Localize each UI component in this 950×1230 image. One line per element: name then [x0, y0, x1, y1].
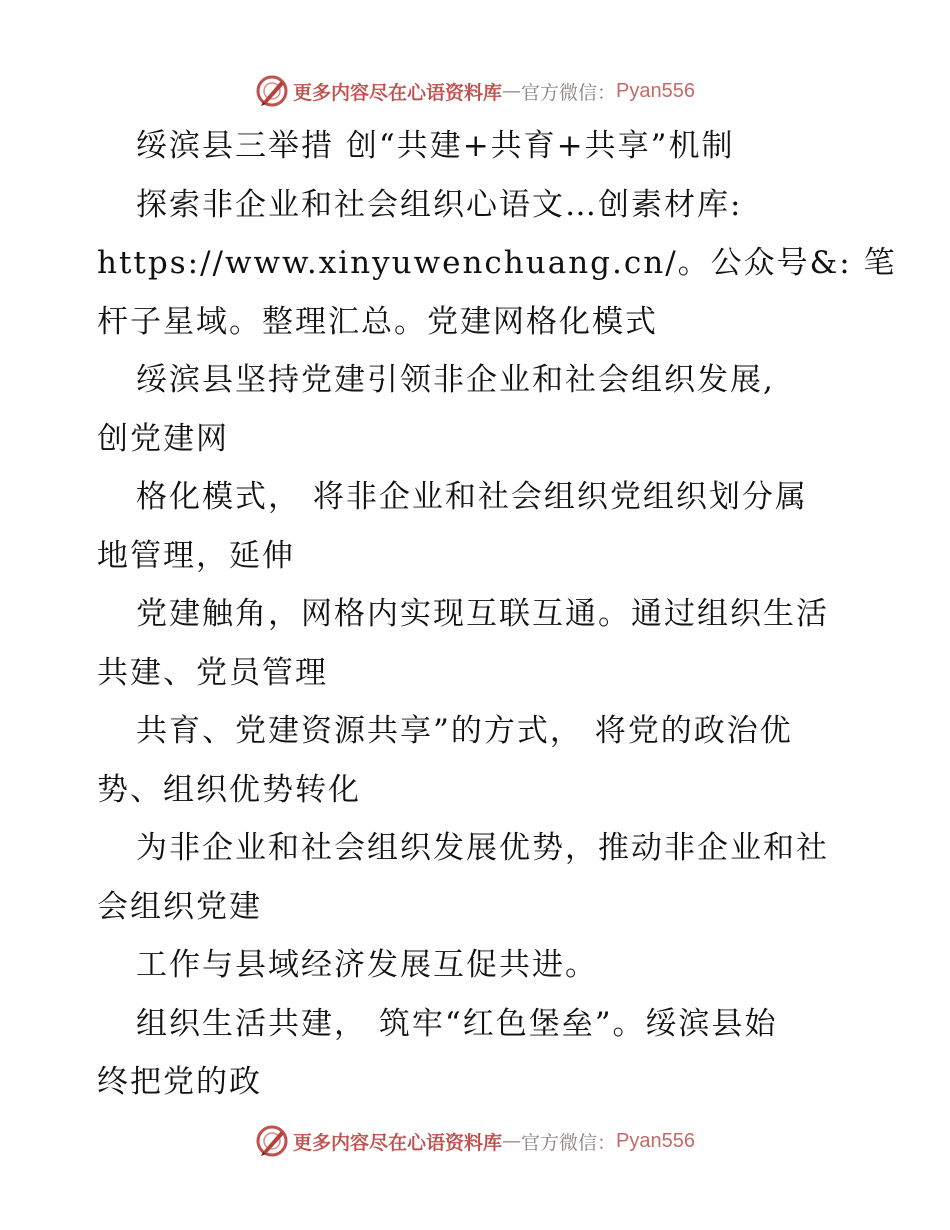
text-line: 党建触角，网格内实现互联互通。通过组织生活: [136, 596, 829, 632]
banner-separator: —: [502, 80, 522, 102]
text-line: 共育、党建资源共享”的方式， 将党的政治优: [136, 713, 793, 749]
footer-banner: [0, 1121, 950, 1161]
text-line: 杆子星域。整理汇总。党建网格化模式: [97, 303, 658, 340]
banner-wechat-id: Pyan556: [616, 1129, 695, 1152]
header-banner: [0, 71, 950, 111]
banner-wechat-id: Pyan556: [616, 79, 695, 102]
banner-wechat-label: 官方微信：: [521, 1131, 617, 1154]
banner-text: 更多内容尽在心语资料库: [293, 81, 503, 104]
text-line: 组织生活共建， 筑牢“红色堡垒”。绥滨县始: [136, 1005, 778, 1042]
document-title: 绥滨县三举措 创“共建+共育+共享”机制: [136, 128, 735, 164]
text-line: 势、组织优势转化: [97, 771, 361, 808]
text-line: 格化模式， 将非企业和社会组织党组织划分属: [136, 479, 808, 515]
text-line: 会组织党建: [97, 888, 262, 925]
document-body: [97, 117, 897, 1112]
text-line: 探索非企业和社会组织心语文…创素材库:: [136, 186, 743, 223]
banner-separator: —: [502, 1130, 522, 1152]
banner-wechat-label: 官方微信：: [521, 81, 617, 104]
text-line: 创党建网: [97, 420, 229, 457]
text-line: 工作与县域经济发展互促共进。: [136, 947, 598, 983]
text-line: 地管理，延伸: [97, 537, 295, 574]
text-line: 为非企业和社会组织发展优势，推动非企业和社: [136, 830, 829, 866]
text-line: 共建、党员管理: [97, 654, 328, 691]
text-line: https://www.xinyuwenchuang.cn/。公众号&: 笔: [97, 245, 897, 281]
pen-logo-icon: [255, 1124, 289, 1158]
text-line: 终把党的政: [97, 1064, 262, 1100]
pen-logo-icon: [255, 74, 289, 108]
banner-text: 更多内容尽在心语资料库: [293, 1131, 503, 1154]
text-line: 绥滨县坚持党建引领非企业和社会组织发展,: [136, 362, 775, 398]
